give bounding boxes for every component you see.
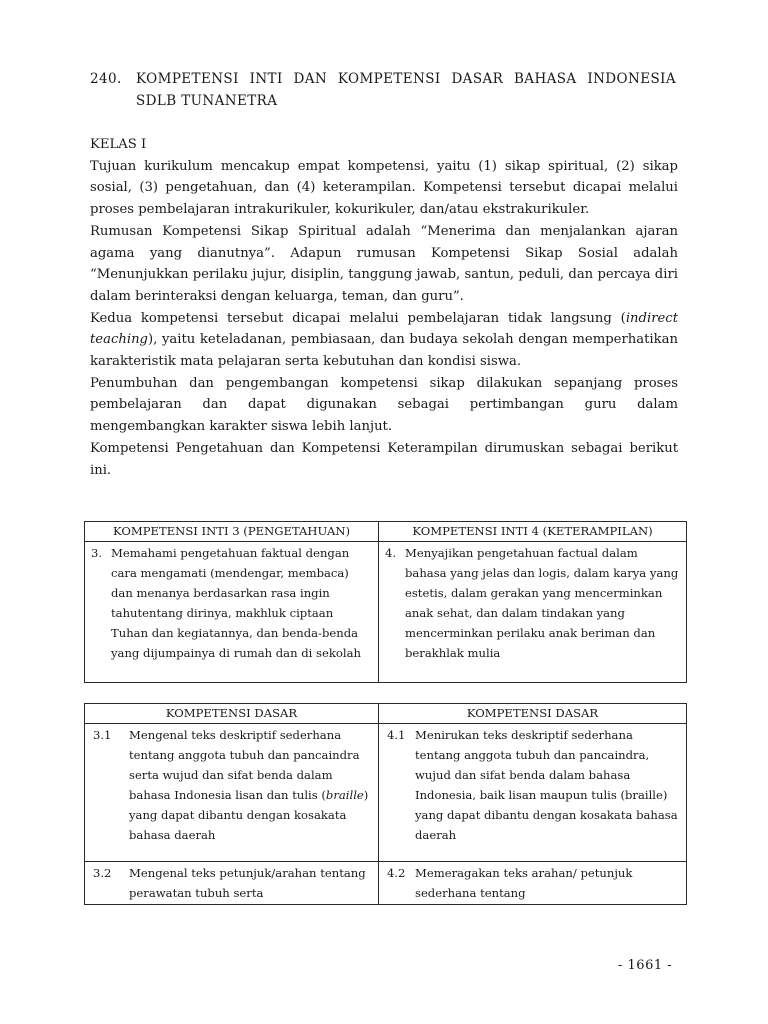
- ki4-number: 4.: [385, 546, 397, 560]
- kd-4-1-text: Menirukan teks deskriptif sederhana tentang anggota tubuh dan pancaindra, wujud dan sifat benda dalam bahasa Indonesia, baik lisan maupun tulis (braille) yang dapat dibantu dengan kosakata bahasa daerah: [415, 728, 678, 842]
- ki4-text: Menyajikan pengetahuan factual dalam bahasa yang jelas dan logis, dalam karya yang estetis, dalam gerakan yang mencerminkan anak sehat, dan dalam tindakan yang mencerminkan perilaku anak beriman dan berakhlak mulia: [405, 546, 679, 660]
- body-text: [90, 134, 678, 481]
- ki4-header: KOMPETENSI INTI 4 (KETERAMPILAN): [379, 522, 687, 542]
- kd-4-1-number: 4.1: [387, 728, 406, 742]
- kd-3-2-text: Mengenal teks petunjuk/arahan tentang perawatan tubuh serta: [129, 866, 366, 900]
- page-number: - 1661 -: [618, 958, 673, 973]
- kd-4-1-item: [379, 724, 686, 846]
- table-row: [85, 862, 687, 905]
- kd-3-1-item: [85, 724, 378, 846]
- kd-left-header: KOMPETENSI DASAR: [85, 704, 379, 724]
- kd-3-2-cell: [85, 862, 379, 905]
- ki3-item: [85, 542, 378, 664]
- paragraph-1: Tujuan kurikulum mencakup empat kompetensi, yaitu (1) sikap spiritual, (2) sikap sosial, (3) pengetahuan, dan (4) keterampilan. Kompetensi tersebut dicapai melalui proses pembelajaran intrakurikuler, kokurikuler, dan/atau ekstrakurikuler.: [90, 158, 678, 218]
- ki3-text: Memahami pengetahuan faktual dengan cara mengamati (mendengar, membaca) dan menanya berdasarkan rasa ingin tahutentang dirinya, makhluk ciptaan Tuhan dan kegiatannya, dan benda-benda yang dijumpainya di rumah dan di sekolah: [111, 546, 361, 660]
- ki3-cell: [85, 542, 379, 683]
- paragraph-3-text-b: ), yaitu keteladanan, pembiasaan, dan budaya sekolah dengan memperhatikan karakteristik mata pelajaran serta kebutuhan dan kondisi siswa.: [90, 332, 678, 370]
- basic-competence-table: [84, 703, 687, 905]
- ki3-header: KOMPETENSI INTI 3 (PENGETAHUAN): [85, 522, 379, 542]
- kd-3-2-item: [85, 862, 378, 904]
- kd-4-2-number: 4.2: [387, 866, 406, 880]
- table-row: [85, 542, 687, 683]
- table-row: [85, 724, 687, 862]
- kd-3-1-text-a: Mengenal teks deskriptif sederhana tentang anggota tubuh dan pancaindra serta wujud dan sifat benda dalam bahasa Indonesia lisan dan tulis (: [129, 728, 360, 802]
- ki3-number: 3.: [91, 546, 103, 560]
- kd-3-1-text-b: ) yang dapat dibantu dengan kosakata bahasa daerah: [129, 788, 369, 842]
- class-label: KELAS I: [90, 137, 147, 152]
- kd-3-2-number: 3.2: [93, 866, 112, 880]
- paragraph-5: Kompetensi Pengetahuan dan Kompetensi Keterampilan dirumuskan sebagai berikut ini.: [90, 440, 678, 478]
- section-number: 240.: [90, 71, 122, 87]
- kd-3-1-italic: braille: [325, 788, 364, 802]
- table-header-row: [85, 704, 687, 724]
- paragraph-3-text-a: Kedua kompetensi tersebut dicapai melalui pembelajaran tidak langsung (: [90, 310, 626, 326]
- kd-right-header: KOMPETENSI DASAR: [379, 704, 687, 724]
- kd-4-2-item: [379, 862, 686, 904]
- section-title-line2: SDLB TUNANETRA: [136, 93, 278, 109]
- kd-3-1-cell: [85, 724, 379, 862]
- section-title-line1: KOMPETENSI INTI DAN KOMPETENSI DASAR BAHASA INDONESIA: [136, 71, 676, 87]
- paragraph-3: [90, 308, 678, 373]
- kd-4-2-cell: [379, 862, 687, 905]
- kd-4-2-text: Memeragakan teks arahan/ petunjuk sederhana tentang: [415, 866, 633, 900]
- paragraph-3-italic: indirect teaching: [90, 310, 678, 348]
- ki4-item: [379, 542, 686, 664]
- kd-3-1-number: 3.1: [93, 728, 112, 742]
- paragraph-2: Rumusan Kompetensi Sikap Spiritual adalah “Menerima dan menjalankan ajaran agama yang dianutnya”. Adapun rumusan Kompetensi Sikap Sosial adalah “Menunjukkan perilaku jujur, disiplin, tanggung jawab, santun, peduli, dan percaya diri dalam berinteraksi dengan keluarga, teman, dan guru”.: [90, 223, 678, 304]
- paragraph-4: Penumbuhan dan pengembangan kompetensi sikap dilakukan sepanjang proses pembelajaran dan dapat digunakan sebagai pertimbangan guru dalam mengembangkan karakter siswa lebih lanjut.: [90, 375, 678, 435]
- core-competence-table: [84, 521, 687, 683]
- kd-4-1-cell: [379, 724, 687, 862]
- ki4-cell: [379, 542, 687, 683]
- table-header-row: [85, 522, 687, 542]
